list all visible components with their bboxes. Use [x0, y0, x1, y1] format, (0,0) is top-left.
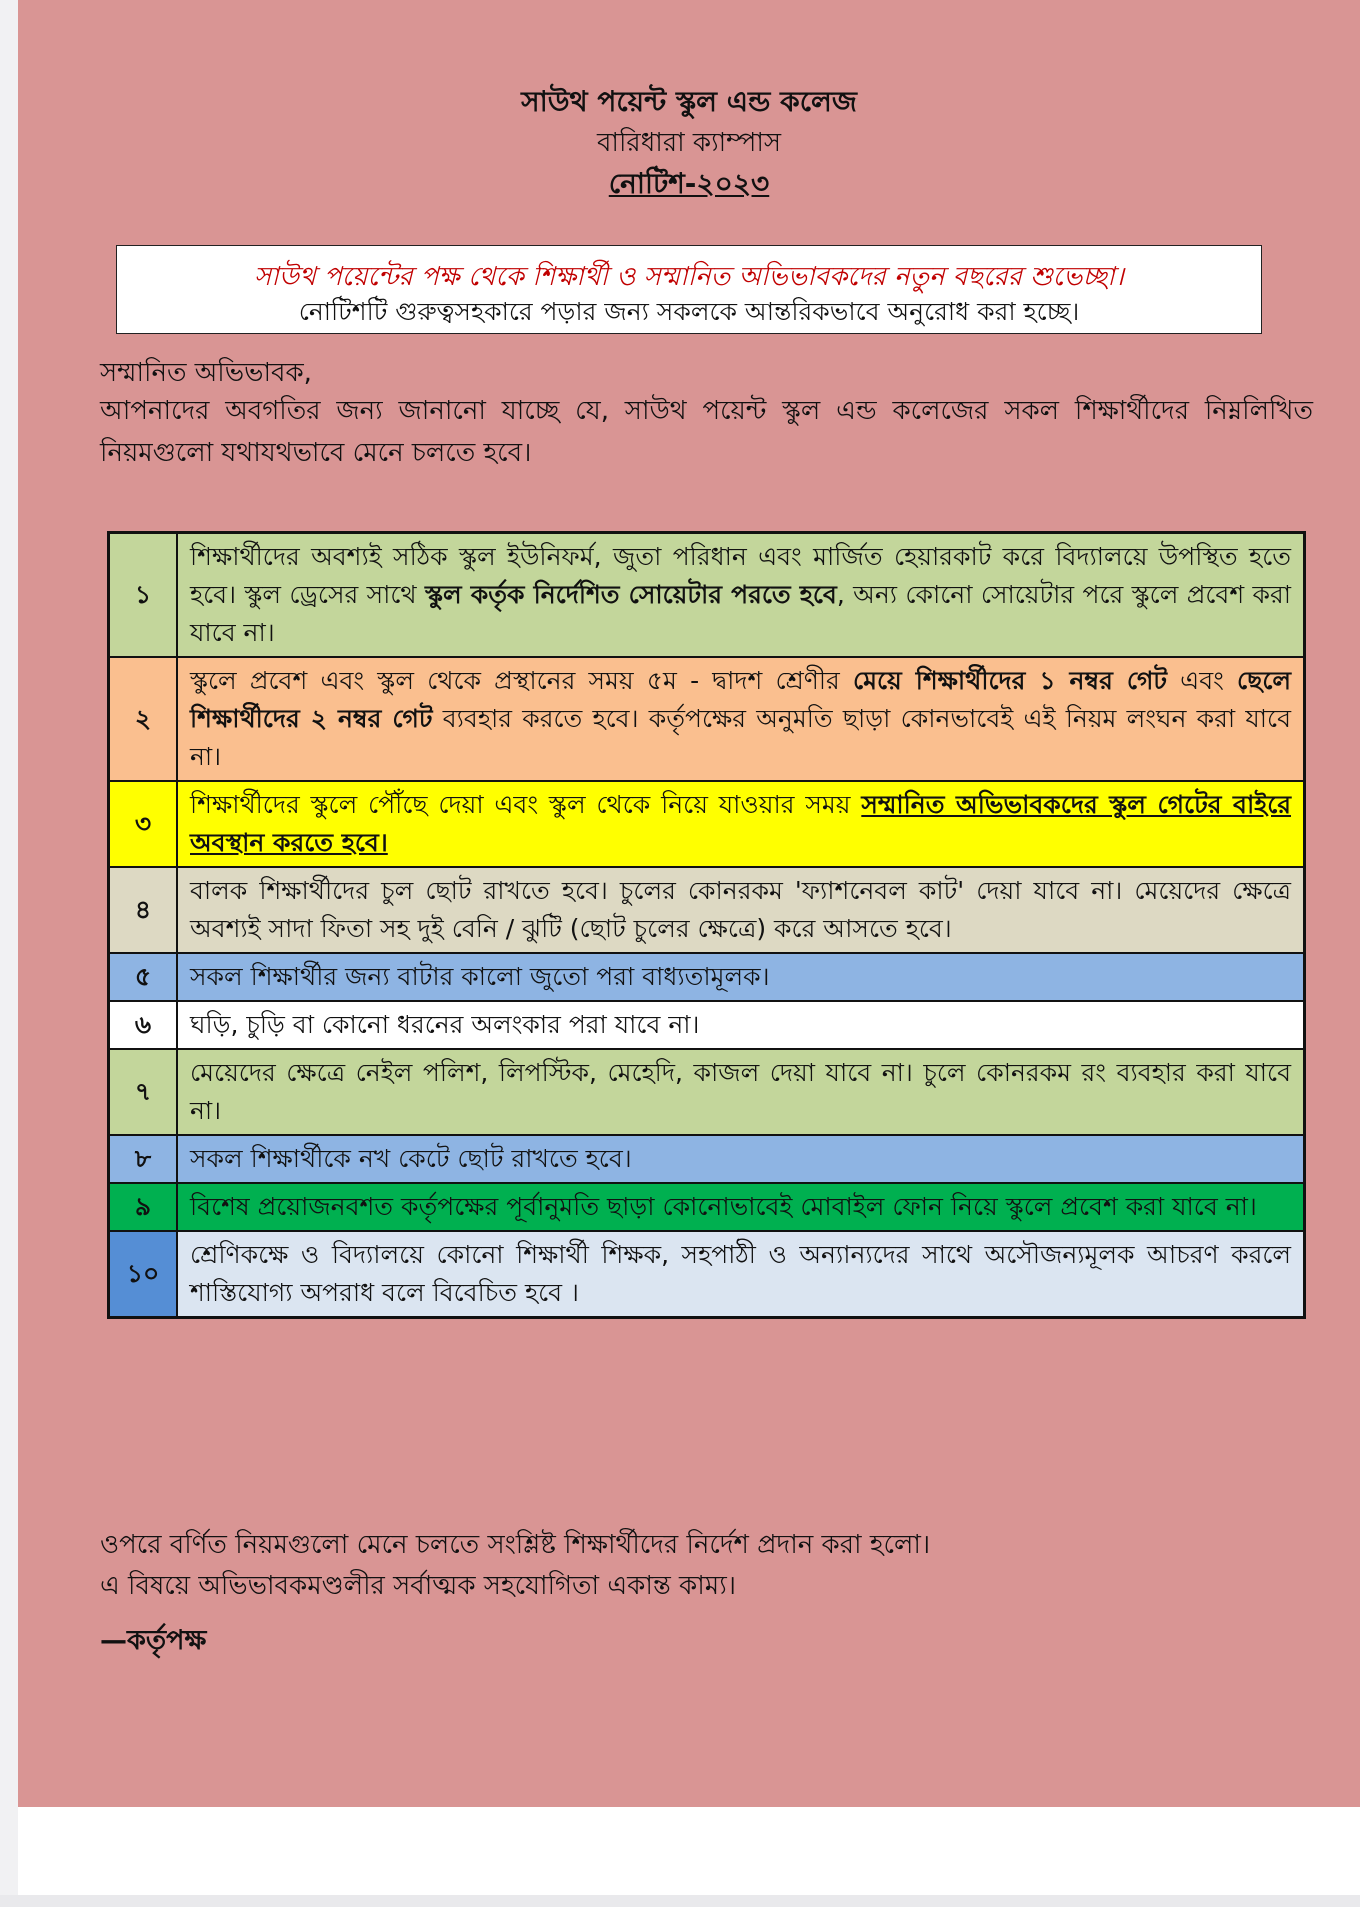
campus-name: বারিধারা ক্যাম্পাস	[596, 128, 782, 158]
rule-text	[177, 1231, 1305, 1318]
rule-text	[177, 1049, 1305, 1135]
rule-text	[177, 533, 1305, 658]
rule-text-segment: বিশেষ প্রয়োজনবশত কর্তৃপক্ষের পূর্বানুমতি ছাড়া কোনোভাবেই মোবাইল ফোন নিয়ে স্কুলে প্রবেশ করা যাবে না।	[190, 1192, 1257, 1221]
closing-line-2: এ বিষয়ে অভিভাবকমণ্ডলীর সর্বাত্মক সহযোগিতা একান্ত কাম্য।	[100, 1571, 737, 1601]
rule-text-segment: , অন্য কোনো সোয়েটার পরে স্কুলে প্রবেশ করা যাবে না।	[190, 580, 1291, 647]
rule-number: ৭	[109, 1049, 178, 1135]
rule-text-segment: স্কুলে প্রবেশ এবং স্কুল থেকে প্রস্থানের সময় ৫ম - দ্বাদশ শ্রেণীর	[190, 666, 853, 695]
notice-page	[18, 0, 1360, 1807]
rule-text-segment: মেয়ে শিক্ষার্থীদের ১ নম্বর গেট	[852, 666, 1167, 695]
rule-number: ৪	[109, 867, 178, 953]
rule-row	[109, 1135, 1305, 1183]
greeting-message: সাউথ পয়েন্টের পক্ষ থেকে শিক্ষার্থী ও সম্মানিত অভিভাবকদের নতুন বছরের শুভেচ্ছা।	[254, 262, 1124, 292]
rule-text-segment: এবং	[1167, 666, 1238, 695]
notice-title: নোটিশ-২০২৩	[608, 167, 770, 200]
rule-number: ৬	[109, 1001, 178, 1049]
rule-number: ৮	[109, 1135, 178, 1183]
school-name: সাউথ পয়েন্ট স্কুল এন্ড কলেজ	[521, 85, 857, 118]
rule-text	[177, 1135, 1305, 1183]
rule-text	[177, 657, 1305, 781]
intro-paragraph: আপনাদের অবগতির জন্য জানানো যাচ্ছে যে, সাউথ পয়েন্ট স্কুল এন্ড কলেজের সকল শিক্ষার্থীদের নিম্নলিখিত নিয়মগুলো যথাযথভাবে মেনে চলতে হবে।	[100, 396, 1313, 468]
rule-text-segment: সম্মানিত অভিভাবকদের স্কুল গেটের বাইরে অবস্থান করতে হবে।	[190, 790, 1291, 857]
rule-text-segment: সকল শিক্ষার্থীর জন্য বাটার কালো জুতো পরা বাধ্যতামূলক।	[190, 962, 770, 991]
rule-text	[177, 1183, 1305, 1231]
rule-row	[109, 781, 1305, 867]
rule-row	[109, 1049, 1305, 1135]
rules-table	[107, 531, 1306, 1319]
greeting-request: নোটিশটি গুরুত্বসহকারে পড়ার জন্য সকলকে আন্তরিকভাবে অনুরোধ করা হচ্ছে।	[298, 297, 1080, 326]
rule-row	[109, 533, 1305, 658]
rule-text-segment: ছেলে শিক্ষার্থীদের ২ নম্বর গেট	[190, 666, 1292, 733]
rule-text-segment: শিক্ষার্থীদের অবশ্যই সঠিক স্কুল ইউনিফর্ম, জুতা পরিধান এবং মার্জিত হেয়ারকাট করে বিদ্যালয়ে উপস্থিত হতে হবে। স্কুল ড্রেসের সাথে	[190, 542, 1291, 609]
rule-number: ২	[109, 657, 178, 781]
rule-text-segment: ঘড়ি, চুড়ি বা কোনো ধরনের অলংকার পরা যাবে না।	[190, 1010, 700, 1039]
rule-row	[109, 953, 1305, 1001]
rule-number: ১০	[109, 1231, 178, 1318]
rule-text	[177, 781, 1305, 867]
rule-number: ৩	[109, 781, 178, 867]
rule-text-segment: সকল শিক্ষার্থীকে নখ কেটে ছোট রাখতে হবে।	[190, 1144, 632, 1173]
rule-number: ৫	[109, 953, 178, 1001]
rule-text-segment: শিক্ষার্থীদের স্কুলে পৌঁছে দেয়া এবং স্কুল থেকে নিয়ে যাওয়ার সময়	[190, 790, 862, 819]
rule-text-segment: ব্যবহার করতে হবে। কর্তৃপক্ষের অনুমতি ছাড়া কোনভাবেই এই নিয়ম লংঘন করা যাবে না।	[190, 704, 1291, 771]
greeting-box	[116, 245, 1262, 334]
rule-number: ১	[109, 533, 178, 658]
rule-text	[177, 1001, 1305, 1049]
rule-text-segment: শ্রেণিকক্ষে ও বিদ্যালয়ে কোনো শিক্ষার্থী শিক্ষক, সহপাঠী ও অন্যান্যদের সাথে অসৌজন্যমূলক আচরণ করলে শাস্তিযোগ্য অপরাধ বলে বিবেচিত হবে ।	[190, 1240, 1291, 1307]
rule-row	[109, 1231, 1305, 1318]
rule-row	[109, 867, 1305, 953]
rule-number: ৯	[109, 1183, 178, 1231]
rule-row	[109, 657, 1305, 781]
rule-row	[109, 1183, 1305, 1231]
signature: —কর্তৃপক্ষ	[100, 1625, 207, 1656]
rule-row	[109, 1001, 1305, 1049]
viewer-left-margin	[0, 0, 18, 1907]
viewer-bottom-edge	[0, 1895, 1360, 1907]
rule-text	[177, 953, 1305, 1001]
rule-text-segment: স্কুল কর্তৃক নির্দেশিত সোয়েটার পরতে হবে	[424, 580, 837, 609]
rule-text-segment: বালক শিক্ষার্থীদের চুল ছোট রাখতে হবে। চুলের কোনরকম 'ফ্যাশনেবল কাট' দেয়া যাবে না। মেয়েদের ক্ষেত্রে অবশ্যই সাদা ফিতা সহ দুই বেনি / ঝুটি (ছোট চুলের ক্ষেত্রে) করে আসতে হবে।	[190, 876, 1291, 943]
rule-text-segment: মেয়েদের ক্ষেত্রে নেইল পলিশ, লিপস্টিক, মেহেদি, কাজল দেয়া যাবে না। চুলে কোনরকম রং ব্যবহার করা যাবে না।	[190, 1058, 1291, 1125]
closing-line-1: ওপরে বর্ণিত নিয়মগুলো মেনে চলতে সংশ্লিষ্ট শিক্ষার্থীদের নির্দেশ প্রদান করা হলো।	[100, 1530, 931, 1560]
rule-text	[177, 867, 1305, 953]
salutation: সম্মানিত অভিভাবক,	[100, 358, 312, 388]
